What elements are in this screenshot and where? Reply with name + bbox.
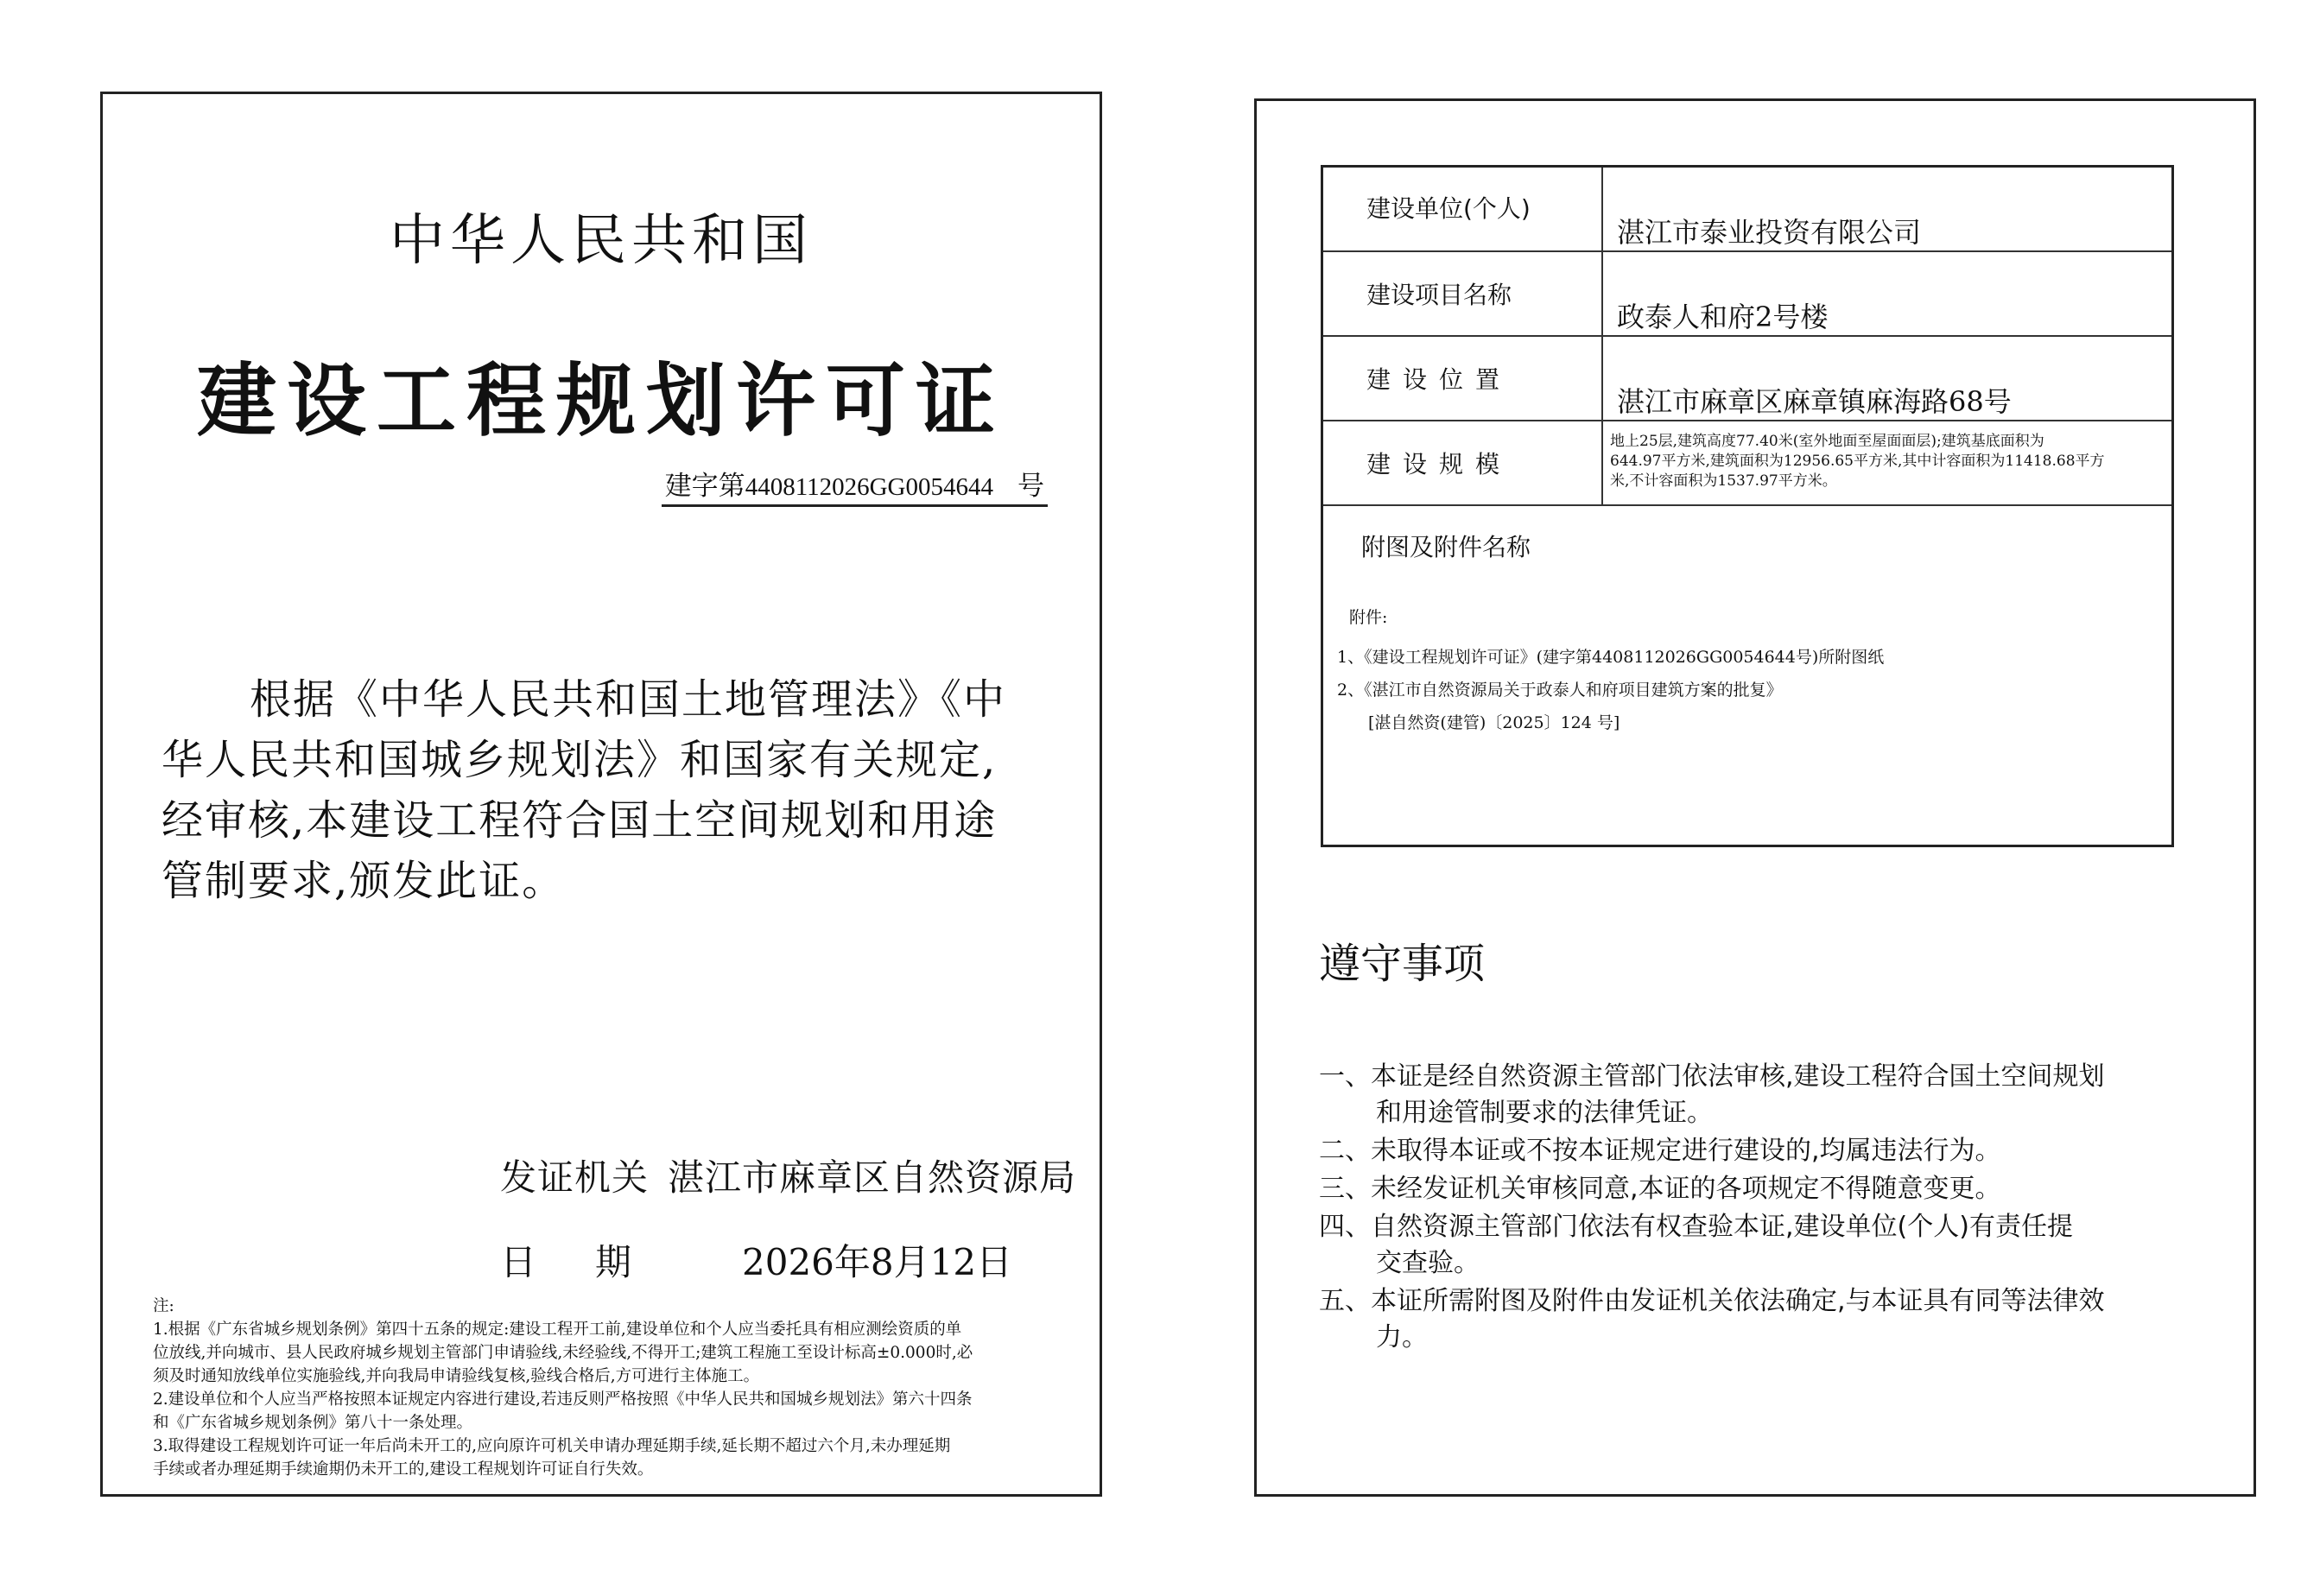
scale-line: 644.97平方米,建筑面积为12956.65平方米,其中计容面积为11418.68平方	[1610, 453, 2105, 470]
rule-line: 五、本证所需附图及附件由发证机关依法确定,与本证具有同等法律效	[1319, 1286, 2105, 1316]
scale-label: 建设规模	[1366, 450, 1512, 478]
attachment-item: [湛自然资(建管)〔2025〕124 号]	[1368, 713, 1620, 732]
attachment-item: 2、《湛江市自然资源局关于政泰人和府项目建筑方案的批复》	[1337, 681, 1783, 700]
rule-line: 交查验。	[1376, 1248, 1480, 1278]
rule-line: 和用途管制要求的法律凭证。	[1376, 1098, 1713, 1128]
project-info-table	[1321, 165, 2174, 847]
certificate-title: 建设工程规划许可证	[196, 355, 1005, 447]
scale-label-cell	[1323, 421, 1603, 504]
rule-line: 二、未取得本证或不按本证规定进行建设的,均属违法行为。	[1319, 1136, 2001, 1166]
scale-line: 米,不计容面积为1537.97平方米。	[1610, 472, 1837, 490]
rules-title: 遵守事项	[1319, 940, 1486, 988]
rule-line: 一、本证是经自然资源主管部门依法审核,建设工程符合国土空间规划	[1319, 1061, 2105, 1092]
date-value: 2026年8月12日	[742, 1241, 1013, 1283]
note-line: 3.取得建设工程规划许可证一年后尚未开工的,应向原许可机关申请办理延期手续,延长期不超过六个月,未办理延期	[153, 1437, 951, 1455]
body-text-line: 根据《中华人民共和国土地管理法》《中	[250, 675, 1007, 724]
unit-label: 建设单位(个人)	[1323, 168, 1603, 250]
body-text-line: 华人民共和国城乡规划法》和国家有关规定,	[162, 736, 998, 784]
attachments-label: 附图及附件名称	[1361, 533, 1531, 561]
note-line: 须及时通知放线单位实施验线,并向我局申请验线复核,验线合格后,方可进行主体施工。	[153, 1367, 760, 1385]
certificate-number-value: 4408112026GG0054644	[745, 473, 993, 501]
date-label-2: 期	[595, 1241, 632, 1283]
table-row-location	[1323, 337, 2171, 421]
location-label-cell	[1323, 337, 1603, 420]
note-line: 1.根据《广东省城乡规划条例》第四十五条的规定:建设工程开工前,建设单位和个人应当委托具有相应测绘资质的单	[153, 1320, 962, 1339]
certificate-number-suffix: 号	[1017, 471, 1044, 502]
location-label: 建设位置	[1366, 365, 1512, 394]
certificate-number-prefix: 建字第	[664, 471, 745, 502]
certificate-number	[662, 464, 1048, 507]
attachment-item: 1、《建设工程规划许可证》(建字第4408112026GG0054644号)所附图纸	[1337, 648, 1885, 667]
issuer-label: 发证机关	[500, 1156, 650, 1199]
note-line: 注:	[153, 1297, 174, 1315]
rule-line: 四、自然资源主管部门依法有权查验本证,建设单位(个人)有责任提	[1319, 1212, 2073, 1242]
note-line: 2.建设单位和个人应当严格按照本证规定内容进行建设,若违反则严格按照《中华人民共和国城乡规划法》第六十四条	[153, 1390, 973, 1409]
notes-section	[153, 1295, 1068, 1481]
scale-line: 地上25层,建筑高度77.40米(室外地面至屋面面层);建筑基底面积为	[1610, 433, 2044, 450]
scale-value	[1610, 421, 2105, 515]
table-row-project-name	[1323, 252, 2171, 337]
project-name-label: 建设项目名称	[1323, 252, 1603, 335]
unit-value: 湛江市泰业投资有限公司	[1617, 216, 1922, 249]
body-text-line: 经审核,本建设工程符合国土空间规划和用途	[162, 796, 998, 845]
rule-line: 力。	[1376, 1322, 1428, 1352]
table-row-scale	[1323, 421, 2171, 506]
date-label-1: 日	[500, 1241, 537, 1283]
certificate-front-page	[100, 92, 1102, 1497]
attachments-head: 附件:	[1349, 608, 1388, 627]
note-line: 手续或者办理延期手续逾期仍未开工的,建设工程规划许可证自行失效。	[153, 1460, 654, 1479]
issuer-value: 湛江市麻章区自然资源局	[668, 1156, 1077, 1199]
rule-line: 三、未经发证机关审核同意,本证的各项规定不得随意变更。	[1319, 1174, 2001, 1204]
issuing-authority	[500, 1150, 1076, 1201]
country-title: 中华人民共和国	[390, 209, 813, 273]
note-line: 位放线,并向城市、县人民政府城乡规划主管部门申请验线,未经验线,不得开工;建筑工程施工至设计标高±0.000时,必	[153, 1344, 973, 1362]
body-text-line: 管制要求,颁发此证。	[162, 857, 566, 905]
certificate-back-page	[1254, 98, 2256, 1497]
location-value: 湛江市麻章区麻章镇麻海路68号	[1617, 385, 2012, 418]
issue-date	[500, 1234, 1012, 1286]
note-line: 和《广东省城乡规划条例》第八十一条处理。	[153, 1414, 473, 1432]
project-name-value: 政泰人和府2号楼	[1617, 301, 1829, 333]
table-row-unit	[1323, 168, 2171, 252]
